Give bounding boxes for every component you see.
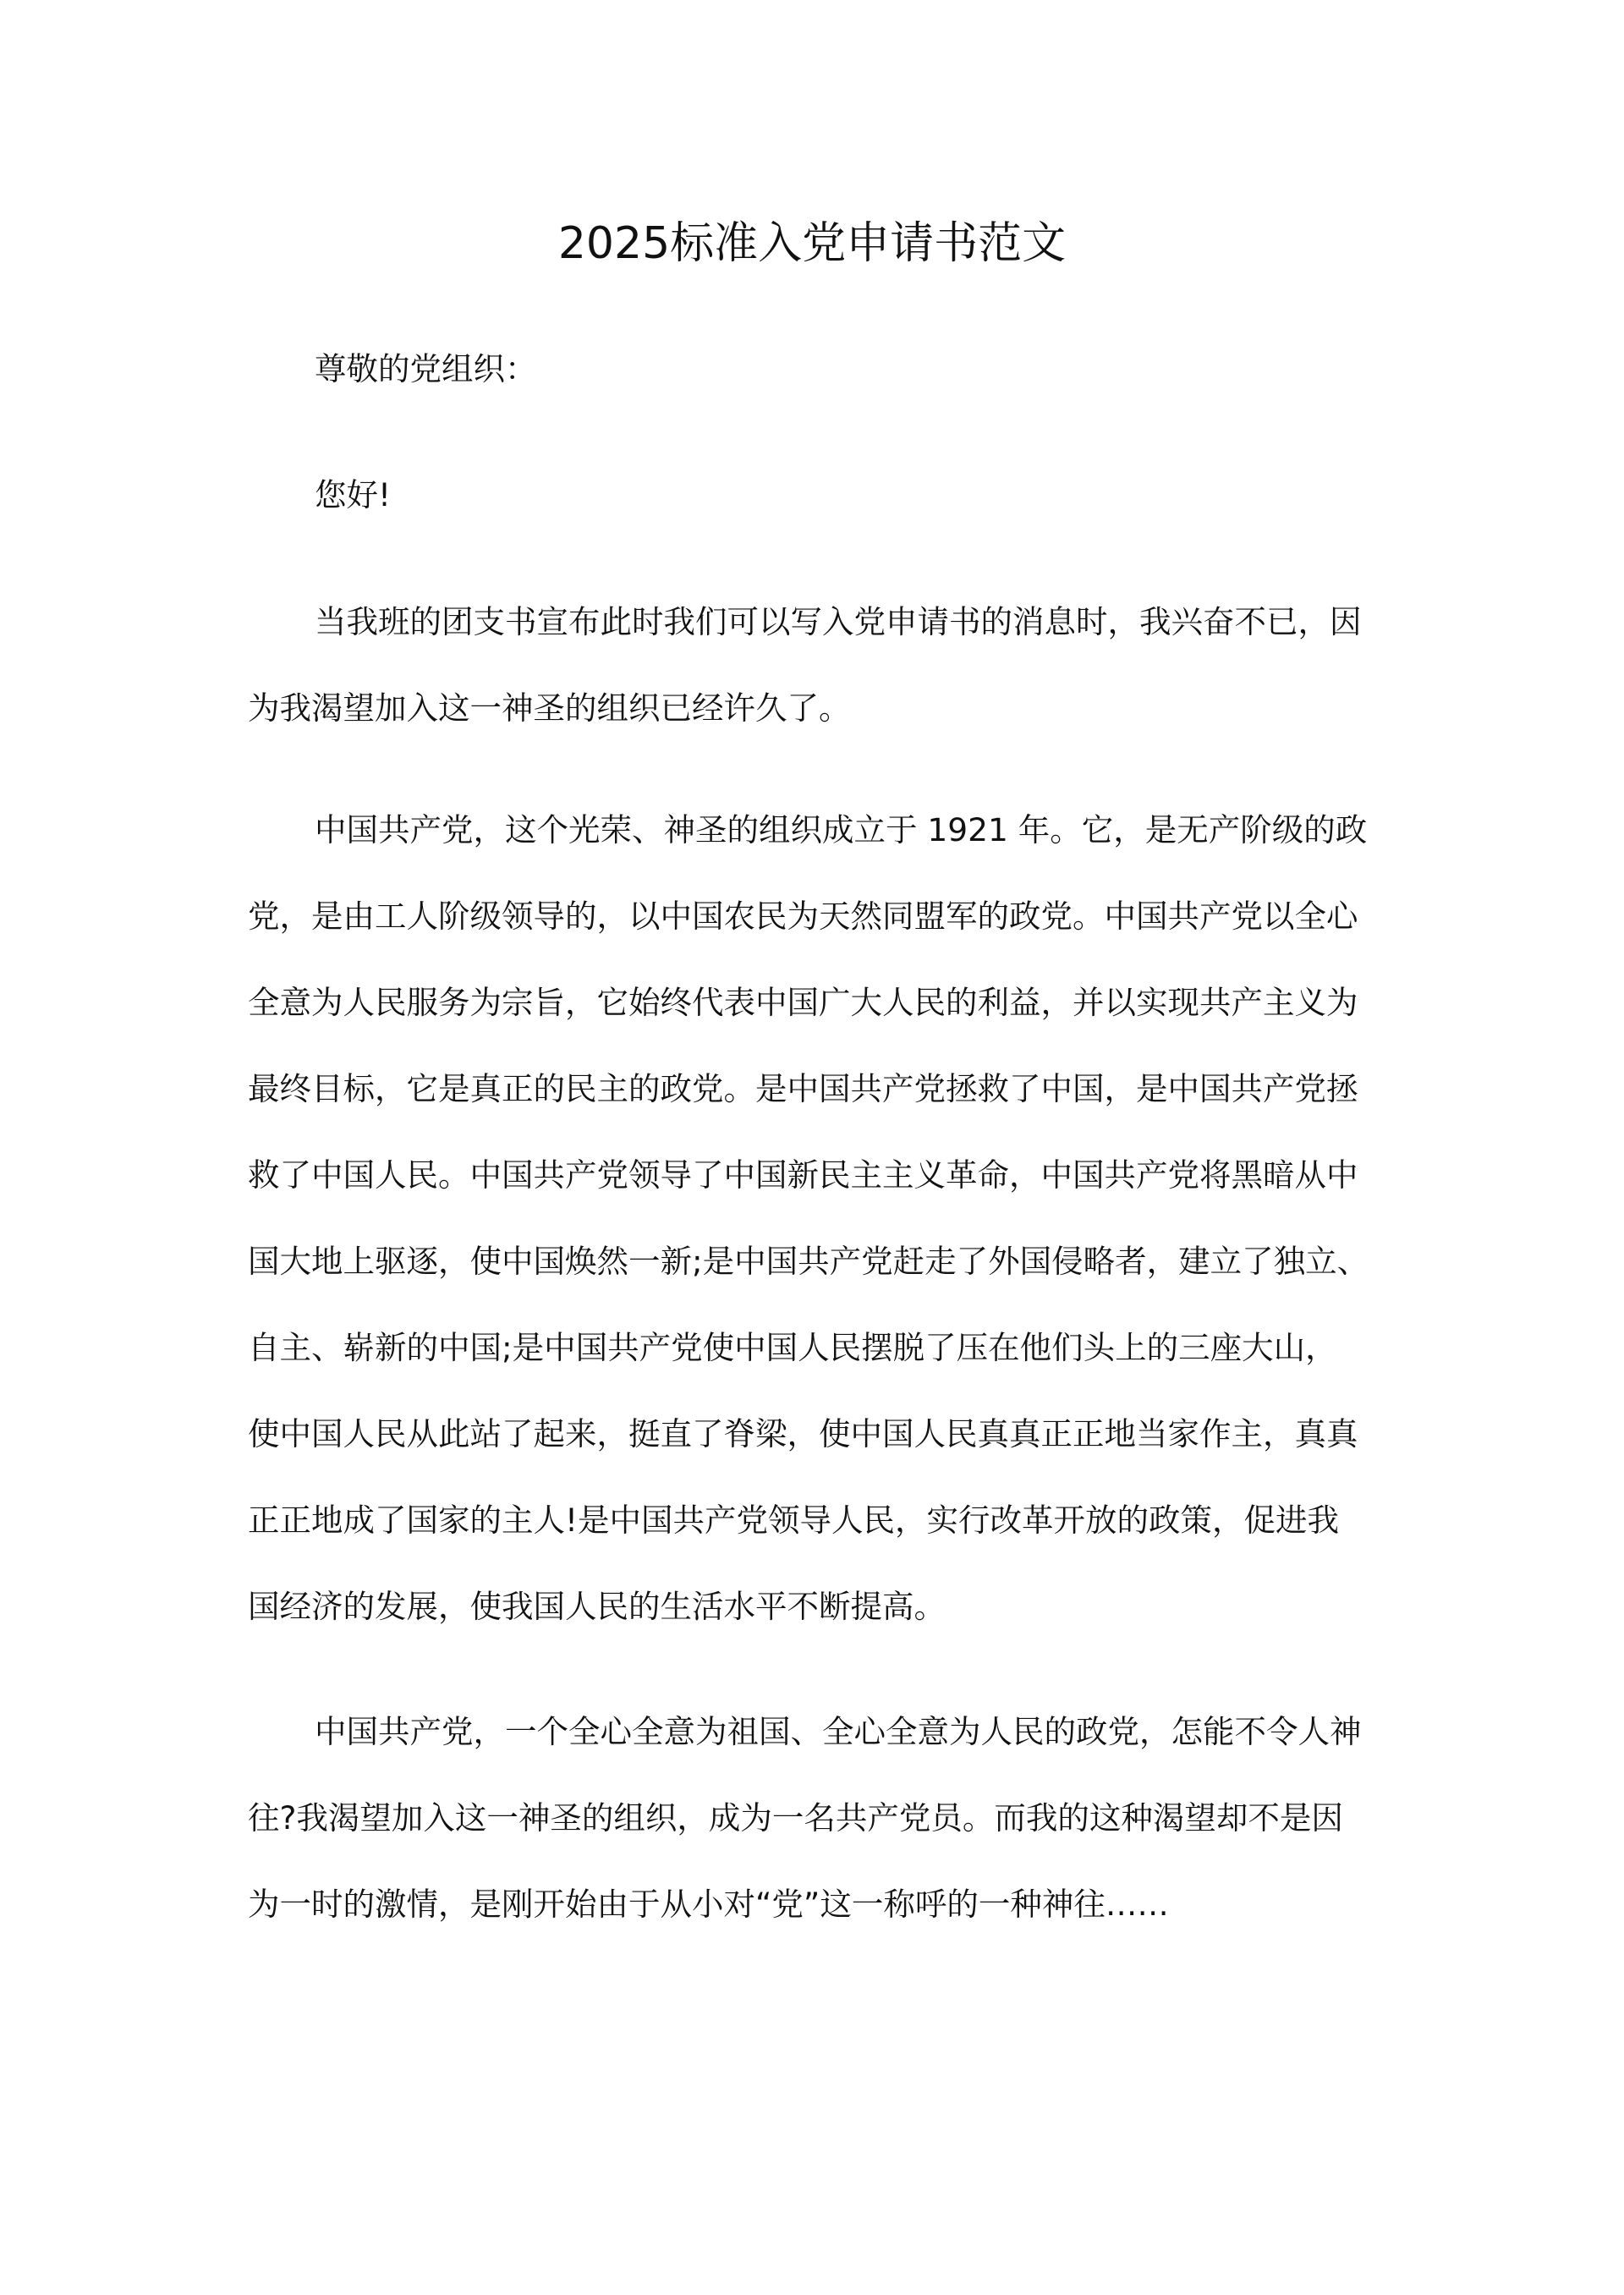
salutation-text: 尊敬的党组织： xyxy=(315,350,537,387)
paragraph-line: 为一时的激情，是刚开始由于从小对“党”这一称呼的一种神往…… xyxy=(248,1886,1169,1923)
paragraph-line: 自主、崭新的中国;是中国共产党使中国人民摆脱了压在他们头上的三座大山， xyxy=(248,1329,1337,1366)
paragraph-2 xyxy=(248,787,1398,1650)
paragraph-line: 党，是由工人阶级领导的，以中国农民为天然同盟军的政党。中国共产党以全心 xyxy=(248,898,1358,935)
paragraph-line: 中国共产党，一个全心全意为祖国、全心全意为人民的政党，怎能不令人神 xyxy=(315,1713,1362,1750)
paragraph-line: 最终目标，它是真正的民主的政党。是中国共产党拯救了中国，是中国共产党拯 xyxy=(248,1070,1358,1107)
greeting xyxy=(248,452,1398,538)
paragraph-line: 国大地上驱逐，使中国焕然一新;是中国共产党赶走了外国侵略者，建立了独立、 xyxy=(248,1243,1369,1280)
paragraph-line: 往?我渴望加入这一神圣的组织，成为一名共产党员。而我的这种渴望却不是因 xyxy=(248,1799,1343,1837)
paragraph-line: 国经济的发展，使我国人民的生活水平不断提高。 xyxy=(248,1588,946,1625)
salutation xyxy=(248,326,1398,412)
paragraph-line: 正正地成了国家的主人!是中国共产党领导人民，实行改革开放的政策，促进我 xyxy=(248,1502,1340,1539)
paragraph-line: 全意为人民服务为宗旨，它始终代表中国广大人民的利益，并以实现共产主义为 xyxy=(248,984,1358,1021)
document-title: 2025标准入党申请书范文 xyxy=(557,218,1067,269)
paragraph-1 xyxy=(248,579,1398,751)
paragraph-line: 救了中国人民。中国共产党领导了中国新民主主义革命，中国共产党将黑暗从中 xyxy=(248,1156,1358,1194)
paragraph-line: 使中国人民从此站了起来，挺直了脊梁，使中国人民真真正正地当家作主，真真 xyxy=(248,1415,1358,1452)
paragraph-3 xyxy=(248,1688,1398,1947)
paragraph-line: 为我渴望加入这一神圣的组织已经许久了。 xyxy=(248,689,851,727)
greeting-text: 您好! xyxy=(315,476,392,513)
paragraph-line: 当我班的团支书宣布此时我们可以写入党申请书的消息时，我兴奋不已，因 xyxy=(315,603,1362,640)
paragraph-line: 中国共产党，这个光荣、神圣的组织成立于 1921 年。它，是无产阶级的政 xyxy=(315,811,1368,848)
